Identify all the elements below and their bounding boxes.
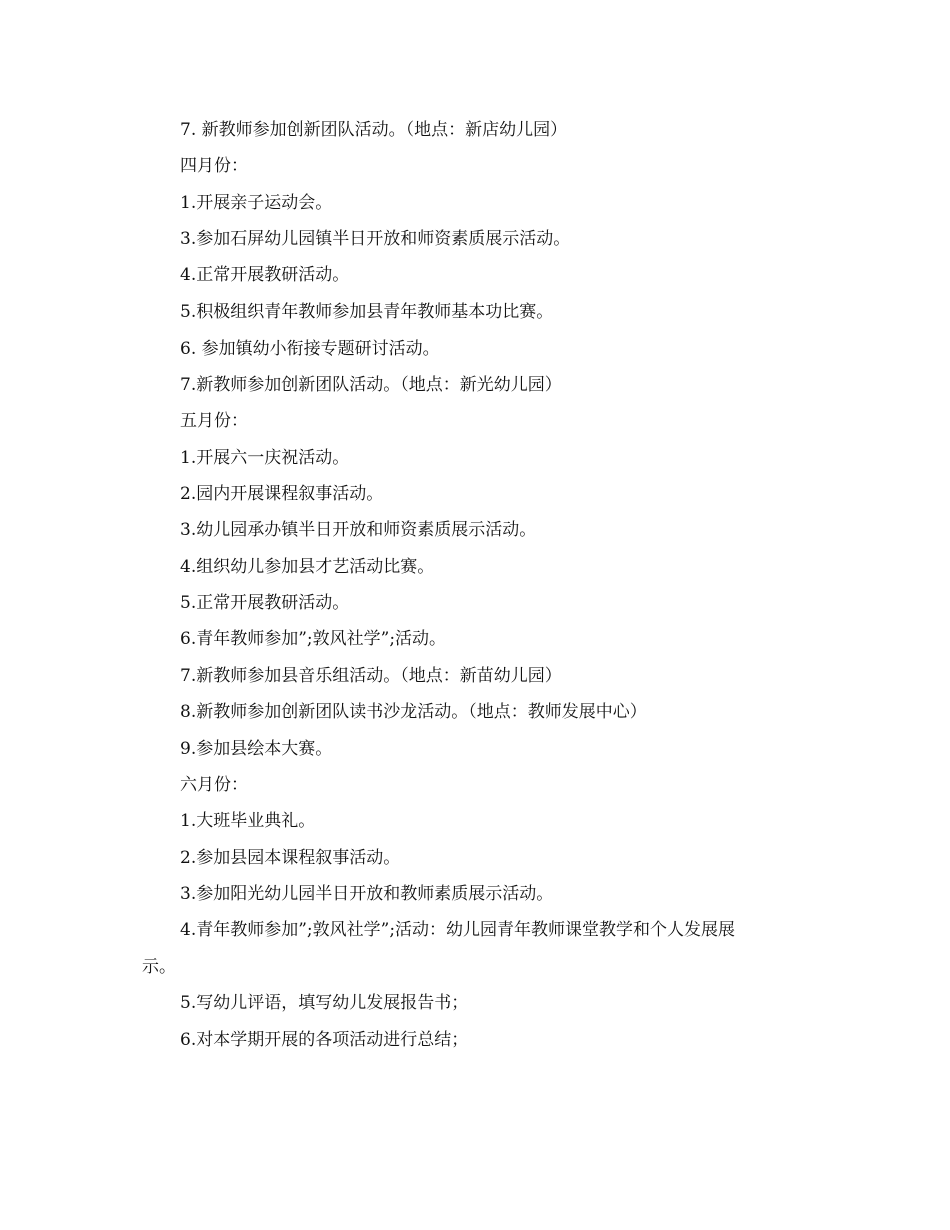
text-line: 3.幼儿园承办镇半日开放和师资素质展示活动。 (180, 520, 537, 540)
text-line: 6.青年教师参加”;敦风社学”;活动。 (180, 629, 447, 649)
text-line: 8.新教师参加创新团队读书沙龙活动。（地点：教师发展中心） (180, 702, 647, 722)
section-heading-june: 六月份： (180, 775, 248, 795)
text-line: 7.新教师参加县音乐组活动。（地点：新苗幼儿园） (180, 666, 562, 686)
text-line: 7. 新教师参加创新团队活动。（地点：新店幼儿园） (180, 120, 568, 140)
text-line-continuation: 示。 (142, 957, 176, 977)
section-heading-april: 四月份： (180, 156, 248, 176)
text-line: 7.新教师参加创新团队活动。（地点：新光幼儿园） (180, 375, 562, 395)
text-line: 6.对本学期开展的各项活动进行总结； (180, 1030, 469, 1050)
text-line: 1.开展六一庆祝活动。 (180, 448, 350, 468)
text-line: 5.积极组织青年教师参加县青年教师基本功比赛。 (180, 302, 554, 322)
text-line: 5.写幼儿评语，填写幼儿发展报告书； (180, 993, 469, 1013)
text-line: 1.开展亲子运动会。 (180, 193, 333, 213)
text-line: 9.参加县绘本大赛。 (180, 739, 333, 759)
text-line: 5.正常开展教研活动。 (180, 593, 350, 613)
text-line: 4.青年教师参加”;敦风社学”;活动：幼儿园青年教师课堂教学和个人发展展 (180, 920, 736, 940)
text-line: 3.参加阳光幼儿园半日开放和教师素质展示活动。 (180, 884, 554, 904)
text-line: 4.正常开展教研活动。 (180, 265, 350, 285)
text-line: 4.组织幼儿参加县才艺活动比赛。 (180, 557, 435, 577)
text-line: 3.参加石屏幼儿园镇半日开放和师资素质展示活动。 (180, 229, 571, 249)
text-line: 2.参加县园本课程叙事活动。 (180, 848, 401, 868)
text-line: 6. 参加镇幼小衔接专题研讨活动。 (180, 339, 440, 359)
text-line: 2.园内开展课程叙事活动。 (180, 484, 384, 504)
section-heading-may: 五月份： (180, 411, 248, 431)
text-line: 1.大班毕业典礼。 (180, 811, 316, 831)
